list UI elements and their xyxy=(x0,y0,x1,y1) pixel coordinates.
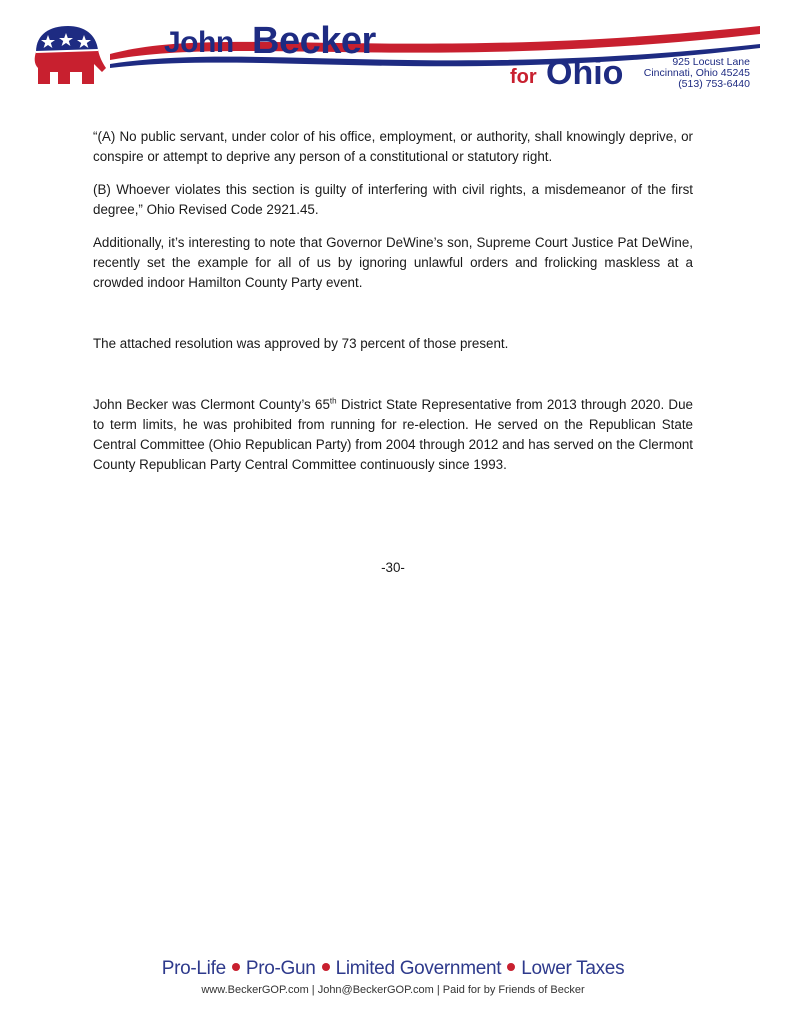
for-label: for xyxy=(510,66,537,88)
footer-slogans xyxy=(0,958,786,980)
address-block xyxy=(644,57,750,90)
slogan: Pro-Gun xyxy=(245,958,316,979)
footer-contact: www.BeckerGOP.com | John@BeckerGOP.com | Paid for by Friends of Becker xyxy=(201,984,585,996)
slogan: Limited Government xyxy=(335,958,502,979)
bio-paragraph xyxy=(93,395,693,475)
paragraph: The attached resolution was approved by 73 percent of those present. xyxy=(93,336,509,351)
paragraph: (B) Whoever violates this section is guilty of interfering with civil rights, a misdemeanor of the first degree,” Ohio Revised Code 2921.45. xyxy=(93,182,693,217)
bio-text: District State Representative from 2013 through 2020. Due to term limits, he was prohibited from running for re-election. He served on the Republican State Central Committee (Ohio Republican Party) from 2004 through 2012 and has served on the Clermont County Republican Party Central Committee continuously since 1993. xyxy=(93,397,693,472)
paragraph: “(A) No public servant, under color of his office, employment, or authority, shall knowingly deprive, or conspire or attempt to deprive any person of a constitutional or statutory right. xyxy=(93,129,693,164)
document-body xyxy=(93,127,693,475)
slogan: Pro-Life xyxy=(161,958,226,979)
address-line: Cincinnati, Ohio 45245 xyxy=(643,67,750,79)
letterhead xyxy=(0,0,786,110)
bio-text: John Becker was Clermont County’s 65 xyxy=(93,397,330,412)
paragraph: Additionally, it’s interesting to note that Governor DeWine’s son, Supreme Court Justice Pat DeWine, recently set the example for all of us by ignoring unlawful orders and frolicking maskless at a crowded indoor Hamilton County Party event. xyxy=(93,235,693,290)
address-line: 925 Locust Lane xyxy=(672,56,750,68)
phone-line: (513) 753-6440 xyxy=(678,78,750,90)
candidate-first-name: John xyxy=(164,26,234,59)
bullet-icon xyxy=(232,963,240,971)
slogan: Lower Taxes xyxy=(521,958,625,979)
ordinal-suffix: th xyxy=(329,396,337,406)
bullet-icon xyxy=(322,963,330,971)
republican-elephant-icon xyxy=(30,22,106,88)
page-number: -30- xyxy=(381,560,405,575)
state-label: Ohio xyxy=(546,54,624,92)
bullet-icon xyxy=(507,963,515,971)
candidate-last-name: Becker xyxy=(252,20,376,62)
